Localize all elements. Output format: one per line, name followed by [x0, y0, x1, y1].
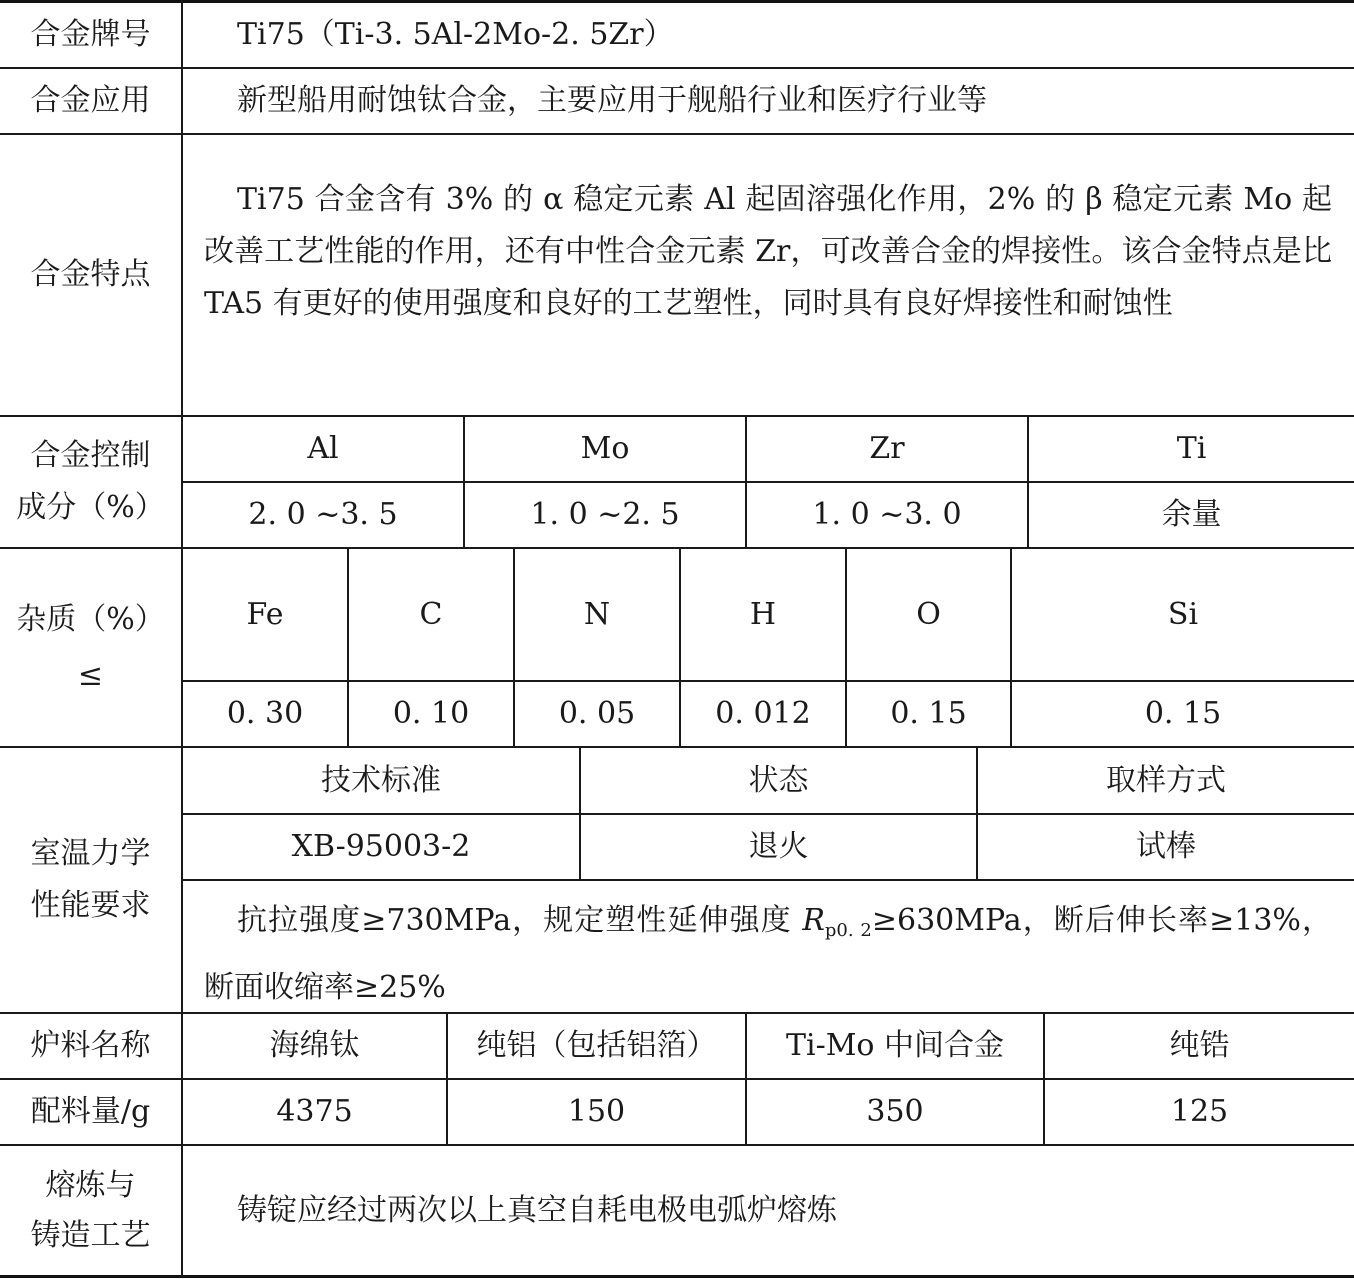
impurity-value: 0. 15	[1144, 696, 1222, 731]
composition-value: 2. 0 ~3. 5	[248, 497, 398, 532]
application-value: 新型船用耐蚀钛合金，主要应用于舰船行业和医疗行业等	[237, 83, 987, 118]
rule	[0, 133, 1354, 135]
application-label: 合金应用	[30, 83, 151, 118]
impurities-label-line1: 杂质（%）	[16, 601, 165, 637]
composition-value: 余量	[1161, 497, 1222, 532]
rule-bottom	[0, 1275, 1354, 1278]
melting-value: 铸锭应经过两次以上真空自耗电极电弧炉熔炼	[237, 1192, 837, 1228]
impurity-header: O	[916, 596, 941, 632]
impurity-value: 0. 012	[715, 696, 811, 731]
impurity-header: Si	[1167, 596, 1199, 632]
features-value: Ti75 合金含有 3% 的 α 稳定元素 Al 起固溶强化作用，2% 的 β 稳定元素 Mo 起改善工艺性能的作用，还有中性合金元素 Zr，可改善合金的焊接性。该合金特点是比 TA5 有更好的使用强度和良好的工艺塑性，同时具有良好焊接性和耐蚀性	[204, 182, 1332, 321]
batching-amount: 4375	[276, 1094, 353, 1129]
rule	[182, 879, 1354, 881]
mechanical-label	[0, 748, 181, 1012]
mechanical-header: 取样方式	[1106, 762, 1226, 798]
requirement-subscript: p0. 2	[824, 920, 872, 941]
mechanical-value: 退火	[748, 829, 809, 864]
charge-name: Ti-Mo 中间合金	[785, 1028, 1005, 1063]
melting-label-line2: 铸造工艺	[30, 1217, 151, 1253]
mechanical-requirement	[204, 892, 1332, 1016]
impurities-label-line2: ≤	[77, 657, 104, 693]
requirement-text-2: ≥630MPa，断后伸长率≥13%，断面收缩率≥25%	[204, 903, 1332, 1005]
mechanical-value: XB-95003-2	[291, 829, 471, 864]
charge-label: 炉料名称	[30, 1028, 151, 1063]
impurity-header: N	[583, 596, 611, 632]
composition-header: Al	[307, 431, 339, 466]
impurity-header: Fe	[246, 596, 284, 632]
composition-label-line2: 成分（%）	[16, 490, 165, 525]
melting-label	[0, 1146, 181, 1275]
charge-name: 纯锆	[1169, 1028, 1230, 1063]
impurity-header: H	[749, 596, 777, 632]
charge-name: 海绵钛	[269, 1028, 360, 1063]
batching-amount: 125	[1170, 1094, 1229, 1129]
batching-label: 配料量/g	[30, 1094, 151, 1129]
composition-label-line1: 合金控制	[30, 438, 151, 473]
composition-header: Mo	[580, 431, 630, 466]
mechanical-value: 试棒	[1136, 829, 1196, 864]
mechanical-header: 状态	[748, 762, 809, 798]
features-label: 合金特点	[30, 257, 151, 292]
impurity-value: 0. 15	[890, 696, 967, 731]
grade-value: Ti75（Ti-3. 5Al-2Mo-2. 5Zr）	[237, 16, 674, 52]
mechanical-label-line1: 室温力学	[30, 836, 151, 871]
composition-value: 1. 0 ~3. 0	[812, 497, 962, 532]
composition-header: Zr	[869, 431, 905, 466]
impurity-value: 0. 10	[392, 696, 470, 731]
composition-header: Ti	[1176, 431, 1207, 466]
impurity-header: C	[419, 596, 443, 632]
composition-label	[0, 417, 181, 547]
impurity-value: 0. 05	[558, 696, 636, 731]
charge-name: 纯铝（包括铝箔）	[476, 1028, 717, 1063]
requirement-symbol: R	[802, 903, 825, 938]
melting-label-line1: 熔炼与	[45, 1167, 136, 1203]
grade-label: 合金牌号	[30, 16, 151, 52]
mechanical-header: 技术标准	[321, 762, 441, 798]
batching-amount: 150	[567, 1094, 626, 1129]
requirement-text-1: 抗拉强度≥730MPa，规定塑性延伸强度	[237, 903, 803, 938]
impurities-label	[0, 549, 181, 746]
mechanical-label-line2: 性能要求	[30, 888, 151, 923]
batching-amount: 350	[866, 1094, 924, 1129]
impurity-value: 0. 30	[226, 696, 304, 731]
composition-value: 1. 0 ~2. 5	[530, 497, 680, 532]
